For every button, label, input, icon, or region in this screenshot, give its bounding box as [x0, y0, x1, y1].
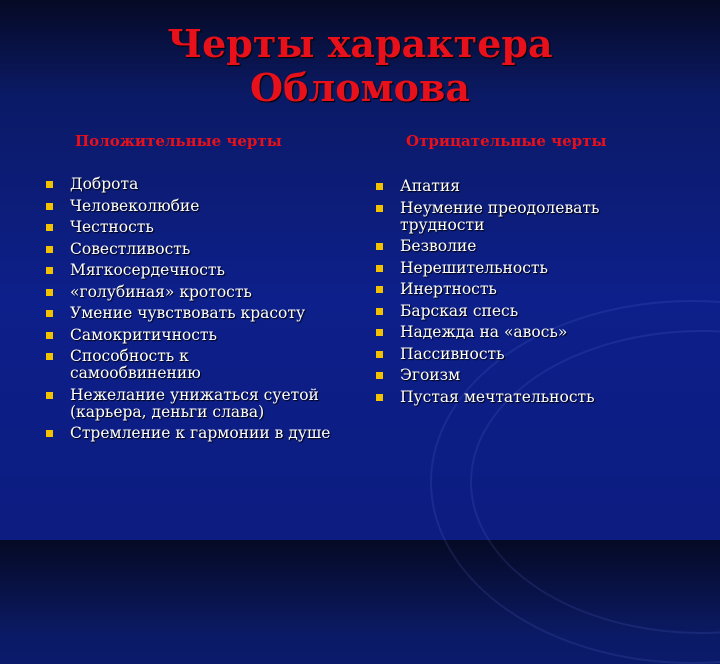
title-line-2: Обломова — [250, 65, 470, 110]
bullet-square-icon — [46, 246, 53, 253]
bullet-square-icon — [376, 286, 383, 293]
list-item-text: Способность к самообвинению — [70, 347, 201, 382]
list-item — [46, 198, 346, 215]
list-item — [46, 219, 346, 236]
list-item-text: Пассивность — [400, 344, 505, 363]
list-item — [376, 238, 676, 255]
list-item — [376, 281, 676, 298]
bullet-square-icon — [376, 351, 383, 358]
negative-traits-list — [376, 178, 676, 410]
list-item-text: «голубиная» кротость — [70, 282, 252, 301]
list-item-text: Пустая мечтательность — [400, 387, 595, 406]
bullet-square-icon — [46, 430, 53, 437]
bullet-square-icon — [46, 310, 53, 317]
list-item-text: Умение чувствовать красоту — [70, 304, 306, 322]
slide-title — [0, 22, 720, 110]
list-item-text: Честность — [70, 218, 154, 236]
list-item-text: Человеколюбие — [70, 196, 200, 215]
bullet-square-icon — [46, 224, 53, 231]
bullet-square-icon — [46, 353, 53, 360]
list-item-text: Безволие — [400, 237, 477, 255]
bullet-square-icon — [376, 394, 383, 401]
bullet-square-icon — [46, 392, 53, 399]
list-item-text: Самокритичность — [70, 325, 217, 344]
list-item — [376, 324, 676, 341]
list-item — [46, 327, 346, 344]
list-item-text: Мягкосердечность — [70, 261, 225, 279]
negative-heading: Отрицательные черты — [406, 132, 607, 150]
list-item-text: Неумение преодолевать трудности — [400, 198, 600, 234]
bullet-square-icon — [46, 203, 53, 210]
list-item — [46, 425, 340, 442]
list-item — [46, 284, 346, 301]
bullet-square-icon — [46, 267, 53, 274]
list-item-text: Доброта — [70, 175, 139, 193]
list-item-text: Совестливость — [70, 239, 191, 258]
bullet-square-icon — [376, 205, 383, 212]
bullet-square-icon — [46, 332, 53, 339]
list-item — [46, 176, 346, 193]
list-item — [376, 200, 670, 234]
list-item — [376, 367, 676, 384]
title-line-1: Черты характера — [167, 21, 553, 66]
bullet-square-icon — [46, 289, 53, 296]
list-item-text: Нерешительность — [400, 258, 548, 277]
list-item — [376, 178, 676, 195]
positive-heading: Положительные черты — [75, 132, 282, 150]
list-item-text: Нежелание унижаться суетой (карьера, деньги слава) — [70, 385, 319, 421]
list-item — [376, 303, 676, 320]
list-item — [46, 348, 240, 382]
list-item — [46, 305, 346, 322]
list-item-text: Стремление к гармонии в душе — [70, 424, 331, 442]
list-item-text: Апатия — [400, 177, 460, 195]
list-item — [46, 387, 320, 421]
bullet-square-icon — [376, 372, 383, 379]
bullet-square-icon — [376, 308, 383, 315]
list-item-text: Барская спесь — [400, 301, 519, 320]
list-item — [376, 260, 676, 277]
bullet-square-icon — [46, 181, 53, 188]
list-item — [46, 262, 346, 279]
list-item — [376, 389, 676, 406]
bullet-square-icon — [376, 329, 383, 336]
list-item — [376, 346, 676, 363]
list-item-text: Инертность — [400, 280, 497, 298]
list-item — [46, 241, 346, 258]
positive-traits-list — [46, 176, 346, 447]
bullet-square-icon — [376, 183, 383, 190]
list-item-text: Надежда на «авось» — [400, 323, 568, 341]
bullet-square-icon — [376, 243, 383, 250]
list-item-text: Эгоизм — [400, 366, 461, 384]
bullet-square-icon — [376, 265, 383, 272]
